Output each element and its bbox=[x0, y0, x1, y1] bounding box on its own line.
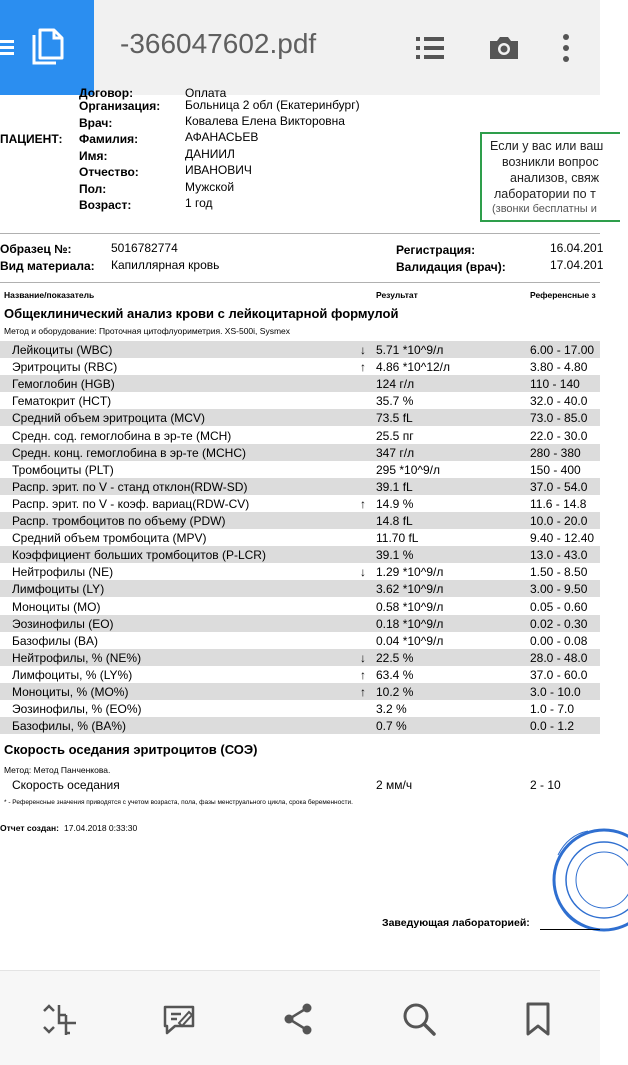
head-of-lab-label: Заведующая лабораторией: bbox=[382, 917, 530, 929]
table-row bbox=[0, 358, 600, 375]
row-result: 295 *10^9/л bbox=[376, 462, 441, 477]
row-name: Нейтрофилы, % (NE%) bbox=[12, 650, 142, 665]
table-row bbox=[0, 495, 600, 512]
table-row bbox=[0, 444, 600, 461]
row-reference: 13.0 - 43.0 bbox=[530, 548, 588, 563]
bookmark-icon[interactable] bbox=[518, 999, 558, 1039]
row-result: 1.29 *10^9/л bbox=[376, 565, 444, 580]
row-name: Распр. эрит. по V - коэф. вариац(RDW-CV) bbox=[12, 496, 250, 511]
row-name: Средн. конц. гемоглобина в эр-те (MCHC) bbox=[12, 445, 246, 460]
row-reference: 0.00 - 0.08 bbox=[530, 633, 588, 648]
info-line: возникли вопрос bbox=[502, 155, 599, 169]
comment-icon[interactable] bbox=[159, 999, 199, 1039]
row-reference: 9.40 - 12.40 bbox=[530, 531, 595, 546]
table-row bbox=[0, 717, 600, 734]
registration-value: 16.04.201 bbox=[550, 241, 604, 255]
menu-icon[interactable] bbox=[0, 40, 16, 56]
info-line: (звонки бесплатны и bbox=[492, 203, 597, 215]
row-result: 2 мм/ч bbox=[376, 778, 413, 792]
app-bar-accent bbox=[0, 0, 94, 95]
column-reference-header: Референсные з bbox=[530, 290, 596, 300]
row-name: Эозинофилы, % (EO%) bbox=[12, 702, 142, 717]
patronymic-label: Отчество: bbox=[79, 165, 139, 179]
table-row bbox=[0, 649, 600, 666]
row-result: 0.58 *10^9/л bbox=[376, 599, 444, 614]
validation-value: 17.04.201 bbox=[550, 258, 604, 272]
info-line: лаборатории по т bbox=[494, 187, 596, 201]
name-value: ДАНИИЛ bbox=[185, 147, 235, 161]
contract-label: Договор: bbox=[79, 86, 134, 100]
table-row bbox=[0, 546, 600, 563]
pdf-page[interactable] bbox=[0, 86, 604, 970]
bottom-toolbar bbox=[0, 970, 600, 1065]
material-label: Вид материала: bbox=[0, 259, 95, 273]
share-icon[interactable] bbox=[278, 999, 318, 1039]
app-bar bbox=[0, 0, 600, 95]
info-box bbox=[480, 132, 620, 222]
row-reference: 22.0 - 30.0 bbox=[530, 428, 588, 443]
row-name: Моноциты, % (MO%) bbox=[12, 685, 129, 699]
table-row bbox=[0, 512, 600, 529]
row-reference: 6.00 - 17.00 bbox=[530, 343, 595, 357]
row-result: 4.86 *10^12/л bbox=[376, 360, 451, 375]
row-name: Эозинофилы (EO) bbox=[12, 616, 114, 631]
table-row bbox=[0, 683, 600, 700]
table-row bbox=[0, 776, 600, 793]
table-row bbox=[0, 375, 600, 392]
more-vert-icon[interactable] bbox=[548, 30, 584, 66]
row-reference: 110 - 140 bbox=[530, 377, 580, 392]
row-reference: 10.0 - 20.0 bbox=[530, 514, 588, 528]
row-result: 39.1 fL bbox=[376, 479, 413, 494]
row-reference: 2 - 10 bbox=[530, 778, 561, 792]
row-result: 35.7 % bbox=[376, 394, 414, 409]
row-reference: 150 - 400 bbox=[530, 462, 581, 477]
footnote: * - Референсные значения приводятся с учетом возраста, пола, фазы менструального цикла, срока беременности. bbox=[4, 799, 353, 806]
row-name: Средний объем эритроцита (MCV) bbox=[12, 411, 205, 426]
row-name: Тромбоциты (PLT) bbox=[12, 462, 114, 477]
info-line: Если у вас или ваш bbox=[490, 139, 604, 153]
row-result: 3.62 *10^9/л bbox=[376, 582, 444, 597]
org-label: Организация: bbox=[79, 99, 161, 113]
row-reference: 73.0 - 85.0 bbox=[530, 411, 588, 426]
column-name-header: Название/показатель bbox=[4, 290, 95, 300]
row-flag: ↑ bbox=[360, 667, 366, 682]
age-label: Возраст: bbox=[79, 198, 132, 212]
sample-id-value: 5016782774 bbox=[111, 241, 178, 255]
table-row bbox=[0, 409, 600, 426]
row-reference: 11.6 - 14.8 bbox=[530, 496, 587, 511]
row-reference: 0.02 - 0.30 bbox=[530, 616, 588, 631]
row-result: 124 г/л bbox=[376, 377, 415, 392]
row-result: 25.5 пг bbox=[376, 428, 414, 443]
org-value: Больница 2 обл (Екатеринбург) bbox=[185, 98, 360, 112]
document-icon[interactable] bbox=[30, 27, 66, 67]
doctor-label: Врач: bbox=[79, 116, 113, 130]
camera-icon[interactable] bbox=[486, 30, 522, 66]
sex-label: Пол: bbox=[79, 182, 107, 196]
row-name: Скорость оседания bbox=[12, 778, 120, 792]
row-reference: 280 - 380 bbox=[530, 445, 581, 460]
row-flag: ↓ bbox=[360, 565, 366, 580]
sample-id-label: Образец №: bbox=[0, 242, 72, 256]
row-flag: ↓ bbox=[360, 343, 366, 357]
row-name: Средний объем тромбоцита (MPV) bbox=[12, 531, 207, 546]
row-name: Средн. сод. гемоглобина в эр-те (MCH) bbox=[12, 428, 232, 443]
esr-section-title: Скорость оседания эритроцитов (СОЭ) bbox=[4, 742, 258, 757]
divider bbox=[0, 233, 600, 234]
row-name: Моноциты (MO) bbox=[12, 599, 101, 614]
esr-method: Метод: Метод Панченкова. bbox=[4, 765, 111, 775]
row-result: 73.5 fL bbox=[376, 411, 413, 426]
column-result-header: Результат bbox=[376, 290, 418, 300]
table-row bbox=[0, 529, 600, 546]
row-result: 0.18 *10^9/л bbox=[376, 616, 444, 631]
table-row bbox=[0, 563, 600, 580]
table-row bbox=[0, 615, 600, 632]
document-title: -366047602.pdf bbox=[120, 28, 317, 59]
registration-label: Регистрация: bbox=[396, 243, 476, 257]
row-result: 63.4 % bbox=[376, 667, 414, 682]
surname-label: Фамилия: bbox=[79, 132, 139, 146]
report-created-value: 17.04.2018 0:33:30 bbox=[64, 823, 138, 833]
section-method: Метод и оборудование: Проточная цитофлуориметрия. XS-500i, Sysmex bbox=[4, 326, 290, 336]
row-flag: ↓ bbox=[360, 650, 366, 665]
table-row bbox=[0, 341, 600, 358]
table-row bbox=[0, 598, 600, 615]
row-result: 14.9 % bbox=[376, 496, 414, 511]
row-result: 39.1 % bbox=[376, 548, 414, 563]
row-name: Гемоглобин (HGB) bbox=[12, 377, 115, 392]
row-flag: ↑ bbox=[360, 360, 366, 375]
row-reference: 3.0 - 10.0 bbox=[530, 685, 581, 699]
section-title: Общеклинический анализ крови с лейкоцитарной формулой bbox=[4, 306, 399, 321]
crop-icon[interactable] bbox=[40, 999, 80, 1039]
row-reference: 0.05 - 0.60 bbox=[530, 599, 588, 614]
row-name: Лейкоциты (WBC) bbox=[12, 343, 113, 357]
table-row bbox=[0, 478, 600, 495]
row-reference: 1.0 - 7.0 bbox=[530, 702, 575, 717]
row-reference: 1.50 - 8.50 bbox=[530, 565, 588, 580]
contract-value: Оплата bbox=[185, 86, 227, 100]
info-line: анализов, свяж bbox=[510, 171, 600, 185]
row-reference: 28.0 - 48.0 bbox=[530, 650, 588, 665]
row-name: Гематокрит (HCT) bbox=[12, 394, 112, 409]
row-reference: 3.80 - 4.80 bbox=[530, 360, 588, 375]
row-name: Распр. эрит. по V - станд отклон(RDW-SD) bbox=[12, 479, 248, 494]
surname-value: АФАНАСЬЕВ bbox=[185, 130, 259, 144]
doctor-value: Ковалева Елена Викторовна bbox=[185, 114, 345, 128]
age-value: 1 год bbox=[185, 196, 213, 210]
row-name: Эритроциты (RBC) bbox=[12, 360, 118, 375]
row-reference: 37.0 - 54.0 bbox=[530, 479, 588, 494]
row-name: Лимфоциты, % (LY%) bbox=[12, 667, 133, 682]
row-name: Базофилы, % (BA%) bbox=[12, 719, 126, 734]
row-result: 22.5 % bbox=[376, 650, 414, 665]
row-name: Нейтрофилы (NE) bbox=[12, 565, 114, 580]
table-row bbox=[0, 427, 600, 444]
row-result: 0.7 % bbox=[376, 719, 407, 734]
patronymic-value: ИВАНОВИЧ bbox=[185, 163, 252, 177]
row-result: 3.2 % bbox=[376, 702, 407, 717]
row-flag: ↑ bbox=[360, 685, 366, 699]
list-icon[interactable] bbox=[412, 30, 448, 66]
row-result: 14.8 fL bbox=[376, 514, 413, 528]
table-row bbox=[0, 580, 600, 597]
stamp-seal bbox=[548, 825, 628, 935]
row-name: Базофилы (BA) bbox=[12, 633, 98, 648]
row-name: Распр. тромбоцитов по объему (PDW) bbox=[12, 514, 226, 528]
name-label: Имя: bbox=[79, 149, 108, 163]
sex-value: Мужской bbox=[185, 180, 235, 194]
signature-line bbox=[540, 929, 600, 930]
divider bbox=[0, 282, 600, 283]
row-result: 347 г/л bbox=[376, 445, 415, 460]
table-row bbox=[0, 392, 600, 409]
row-flag: ↑ bbox=[360, 496, 366, 511]
row-result: 11.70 fL bbox=[376, 531, 419, 546]
row-name: Коэффициент больших тромбоцитов (P-LCR) bbox=[12, 548, 266, 563]
validation-label: Валидация (врач): bbox=[396, 260, 506, 274]
row-result: 5.71 *10^9/л bbox=[376, 343, 444, 357]
patient-label: ПАЦИЕНТ: bbox=[0, 132, 63, 146]
row-result: 0.04 *10^9/л bbox=[376, 633, 444, 648]
row-name: Лимфоциты (LY) bbox=[12, 582, 105, 597]
search-icon[interactable] bbox=[399, 999, 439, 1039]
table-row bbox=[0, 632, 600, 649]
row-reference: 0.0 - 1.2 bbox=[530, 719, 575, 734]
row-reference: 37.0 - 60.0 bbox=[530, 667, 588, 682]
table-row bbox=[0, 461, 600, 478]
row-result: 10.2 % bbox=[376, 685, 414, 699]
table-row bbox=[0, 700, 600, 717]
row-reference: 32.0 - 40.0 bbox=[530, 394, 588, 409]
table-row bbox=[0, 666, 600, 683]
row-reference: 3.00 - 9.50 bbox=[530, 582, 588, 597]
material-value: Капиллярная кровь bbox=[111, 258, 220, 272]
report-created-label: Отчет создан: bbox=[0, 823, 59, 833]
